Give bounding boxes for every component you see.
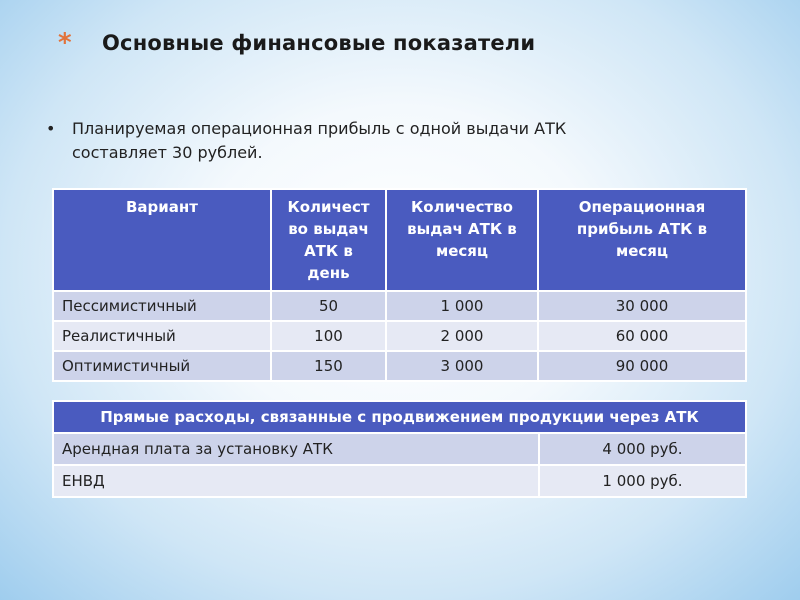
cell-per-day: 150 [271,351,386,381]
cell-per-month: 2 000 [386,321,538,351]
cell-per-day: 100 [271,321,386,351]
table-row [53,291,746,321]
header-per-month [386,189,538,291]
header-line: Вариант [126,198,198,216]
bullet-text [72,117,566,165]
table-row [53,351,746,381]
cell-variant: Реалистичный [53,321,271,351]
header-line: Количест [287,198,370,216]
table-header-row [53,189,746,291]
expense-name: Арендная плата за установку АТК [53,433,539,465]
table-row [53,465,746,497]
header-line: во выдач [288,220,369,238]
header-line: месяц [435,242,489,260]
header-line: Количество [411,198,513,216]
expense-value: 1 000 руб. [539,465,746,497]
header-line: АТК в [304,242,353,260]
bullet-text-line2: составляет 30 рублей. [72,143,263,162]
header-line: выдач АТК в [407,220,517,238]
cell-profit: 30 000 [538,291,746,321]
title-text: Основные финансовые показатели [102,31,536,55]
bullet-point [46,117,686,165]
cell-per-day: 50 [271,291,386,321]
bullet-icon: • [46,119,56,138]
table-row [53,433,746,465]
header-line: Операционная [578,198,706,216]
header-per-day [271,189,386,291]
asterisk-icon: * [58,28,72,58]
expenses-header-row [53,401,746,433]
expense-value: 4 000 руб. [539,433,746,465]
table-row [53,321,746,351]
header-line: день [307,264,350,282]
header-line: месяц [615,242,669,260]
expense-name: ЕНВД [53,465,539,497]
cell-per-month: 3 000 [386,351,538,381]
financial-table [52,188,747,382]
header-profit [538,189,746,291]
cell-per-month: 1 000 [386,291,538,321]
bullet-text-line1: Планируемая операционная прибыль с одной выдачи АТК [72,119,567,138]
slide-title [58,30,535,56]
cell-variant: Оптимистичный [53,351,271,381]
header-variant [53,189,271,291]
cell-variant: Пессимистичный [53,291,271,321]
cell-profit: 60 000 [538,321,746,351]
expenses-header: Прямые расходы, связанные с продвижением продукции через АТК [53,401,746,433]
expenses-table [52,400,747,498]
cell-profit: 90 000 [538,351,746,381]
header-line: прибыль АТК в [576,220,708,238]
